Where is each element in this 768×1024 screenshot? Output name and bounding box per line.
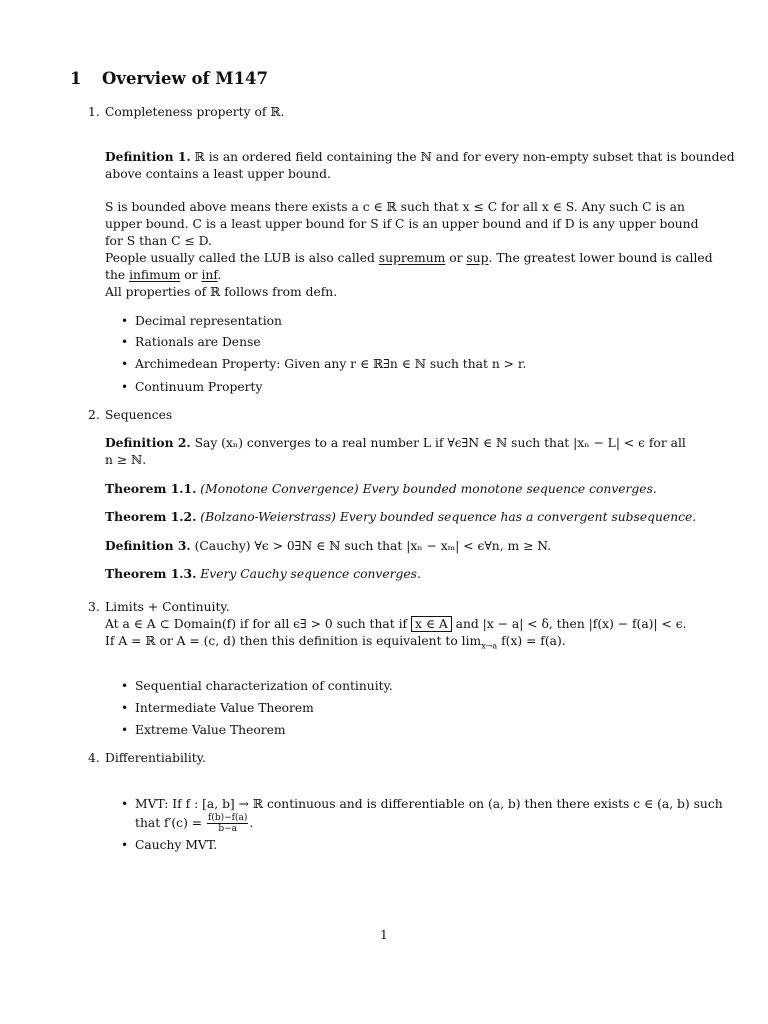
paragraph-2-text-d: .: [217, 268, 222, 282]
paragraph-2-text-b: . The greatest lower bound is called: [488, 251, 713, 265]
definition-2-line-2: n ≥ ℕ.: [105, 453, 147, 467]
item-3-title: Limits + Continuity.: [105, 600, 230, 614]
mvt-line-1: MVT: If f : [a, b] → ℝ continuous and is differentiable on (a, b) then there exists c ∈ (a, b) such: [135, 797, 723, 811]
theorem-1-3: [105, 566, 421, 582]
paragraph-2-or-1: or: [445, 251, 467, 265]
bullet-icon: •: [121, 723, 129, 737]
mvt-text-a: that f′(c) =: [135, 816, 206, 830]
item-2-title: Sequences: [105, 408, 173, 422]
inf-term: inf: [201, 268, 218, 282]
definition-3-label: Definition 3.: [105, 538, 191, 553]
section-number: 1: [70, 69, 82, 88]
theorem-1-2-text: (Bolzano-Weierstrass) Every bounded sequence has a convergent subsequence.: [196, 510, 697, 524]
definition-1-text-1: ℝ is an ordered field containing the ℕ and for every non-empty subset that is bounded: [190, 150, 735, 164]
bullet-icon: •: [121, 679, 129, 693]
mvt-text-b: .: [249, 816, 254, 830]
paragraph-1-line-1: S is bounded above means there exists a c ∈ ℝ such that x ≤ C for all x ∈ S. Any such C is an: [105, 200, 685, 214]
bullet-item: Decimal representation: [135, 314, 282, 328]
mvt-line-2: [135, 813, 253, 834]
bullet-icon: •: [121, 335, 129, 349]
item-2-label: 2.: [88, 408, 100, 422]
fraction-denominator: b−a: [218, 824, 238, 834]
paragraph-2-line-1: [105, 250, 713, 266]
page-number: 1: [380, 928, 388, 942]
bullet-item: Archimedean Property: Given any r ∈ ℝ∃n ∈ ℕ such that n > r.: [135, 357, 527, 371]
limits-text-d: f(x) = f(a).: [497, 634, 566, 648]
definition-1-label: Definition 1.: [105, 149, 191, 164]
limits-text-a: At a ∈ A ⊂ Domain(f) if for all ϵ∃ > 0 such that if: [105, 617, 411, 631]
item-1-title: Completeness property of ℝ.: [105, 105, 285, 119]
definition-3: [105, 538, 551, 554]
paragraph-2-line-2: [105, 267, 221, 283]
limits-line-2: [105, 633, 566, 654]
bullet-item: Continuum Property: [135, 380, 263, 394]
theorem-1-1-label: Theorem 1.1.: [105, 481, 197, 496]
theorem-1-2: [105, 509, 696, 525]
bullet-item: Intermediate Value Theorem: [135, 701, 314, 715]
bullet-icon: •: [121, 838, 129, 852]
bullet-item: Extreme Value Theorem: [135, 723, 286, 737]
paragraph-2-text-c: the: [105, 268, 130, 282]
bullet-icon: •: [121, 380, 129, 394]
sup-term: sup: [466, 251, 489, 265]
bullet-item: Rationals are Dense: [135, 335, 261, 349]
infimum-term: infimum: [129, 268, 181, 282]
item-4-title: Differentiability.: [105, 751, 206, 765]
fraction-numerator: f(b)−f(a): [208, 813, 248, 823]
definition-1-line-1: [105, 149, 735, 165]
item-4-label: 4.: [88, 751, 100, 765]
limits-line-1: [105, 616, 687, 632]
definition-2-text-1: Say (xₙ) converges to a real number L if ∀ϵ∃N ∈ ℕ such that |xₙ − L| < ϵ for all: [190, 436, 686, 450]
item-3-label: 3.: [88, 600, 100, 614]
paragraph-3: All properties of ℝ follows from defn.: [105, 285, 338, 299]
bullet-item: Sequential characterization of continuity.: [135, 679, 393, 693]
theorem-1-3-text: Every Cauchy sequence converges.: [196, 567, 421, 581]
theorem-1-3-label: Theorem 1.3.: [105, 566, 197, 581]
limit-subscript: x→a: [481, 641, 498, 651]
theorem-1-2-label: Theorem 1.2.: [105, 509, 197, 524]
paragraph-1-line-3: for S than C ≤ D.: [105, 234, 212, 248]
paragraph-1-line-2: upper bound. C is a least upper bound for S if C is an upper bound and if D is any upper bound: [105, 217, 699, 231]
cauchy-mvt-item: Cauchy MVT.: [135, 838, 218, 852]
bullet-icon: •: [121, 357, 129, 371]
definition-2-label: Definition 2.: [105, 435, 191, 450]
theorem-1-1: [105, 481, 657, 497]
bullet-icon: •: [121, 797, 129, 811]
definition-1-line-2: above contains a least upper bound.: [105, 167, 331, 181]
definition-3-text: (Cauchy) ∀ϵ > 0∃N ∈ ℕ such that |xₙ − xₘ| < ϵ∀n, m ≥ N.: [190, 539, 552, 553]
theorem-1-1-text: (Monotone Convergence) Every bounded monotone sequence converges.: [196, 482, 657, 496]
paragraph-2-or-2: or: [180, 268, 202, 282]
item-1-label: 1.: [88, 105, 100, 119]
definition-2-line-1: [105, 435, 686, 451]
section-title: Overview of M147: [102, 69, 269, 88]
mvt-fraction: [207, 813, 248, 834]
paragraph-2-text-a: People usually called the LUB is also called: [105, 251, 379, 265]
bullet-icon: •: [121, 314, 129, 328]
boxed-expression: x ∈ A: [411, 616, 452, 632]
limits-text-c: If A = ℝ or A = (c, d) then this definition is equivalent to lim: [105, 634, 482, 648]
supremum-term: supremum: [378, 251, 446, 265]
bullet-icon: •: [121, 701, 129, 715]
limits-text-b: and |x − a| < δ, then |f(x) − f(a)| < ϵ.: [451, 617, 687, 631]
